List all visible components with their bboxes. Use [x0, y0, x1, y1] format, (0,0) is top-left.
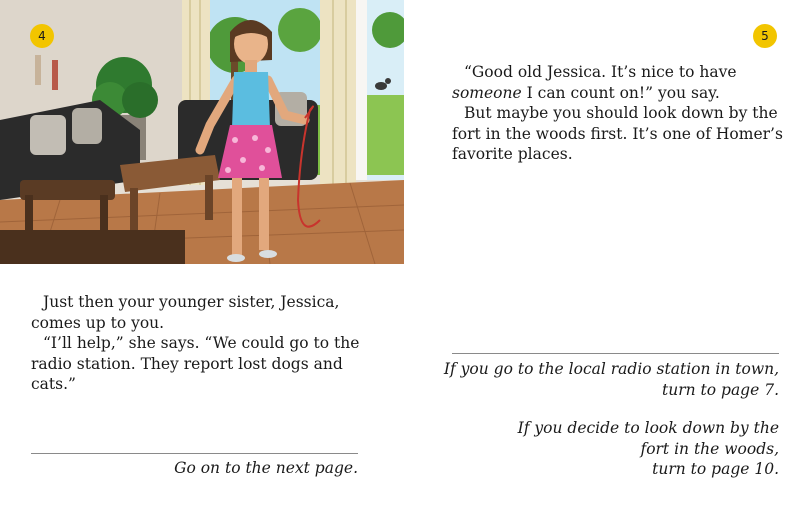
page-number-badge: 5 [753, 24, 777, 48]
choice-fort-in-woods[interactable]: If you decide to look down by the fort in the woods, turn to page 10. [435, 418, 779, 480]
next-page-prompt [31, 458, 358, 479]
story-paragraph: But maybe you should look down by the fort in the woods first. It’s one of Homer’s favorite places. [452, 104, 783, 163]
right-page [405, 0, 810, 512]
left-page-body [31, 292, 371, 395]
jessica-living-room-illustration [0, 0, 404, 264]
story-paragraph: “Good old Jessica. It’s nice to have someone I can count on!” you say. [452, 63, 737, 102]
turn-to-page-10[interactable]: turn to page 10. [652, 460, 779, 478]
turn-to-page-7[interactable]: turn to page 7. [662, 380, 779, 399]
right-page-body [452, 62, 792, 165]
footer-divider [31, 453, 358, 454]
choice-radio-station[interactable]: If you go to the local radio station in town, turn to page 7. [435, 359, 779, 400]
next-page-text: Go on to the next page. [174, 459, 358, 477]
page-number-badge: 4 [30, 24, 54, 48]
story-paragraph: “I’ll help,” she says. “We could go to the radio station. They report lost dogs and cats.” [31, 334, 360, 393]
choices-divider [452, 353, 779, 354]
emphasis-word: someone [452, 83, 522, 102]
story-paragraph: Just then your younger sister, Jessica, comes up to you. [31, 293, 340, 332]
